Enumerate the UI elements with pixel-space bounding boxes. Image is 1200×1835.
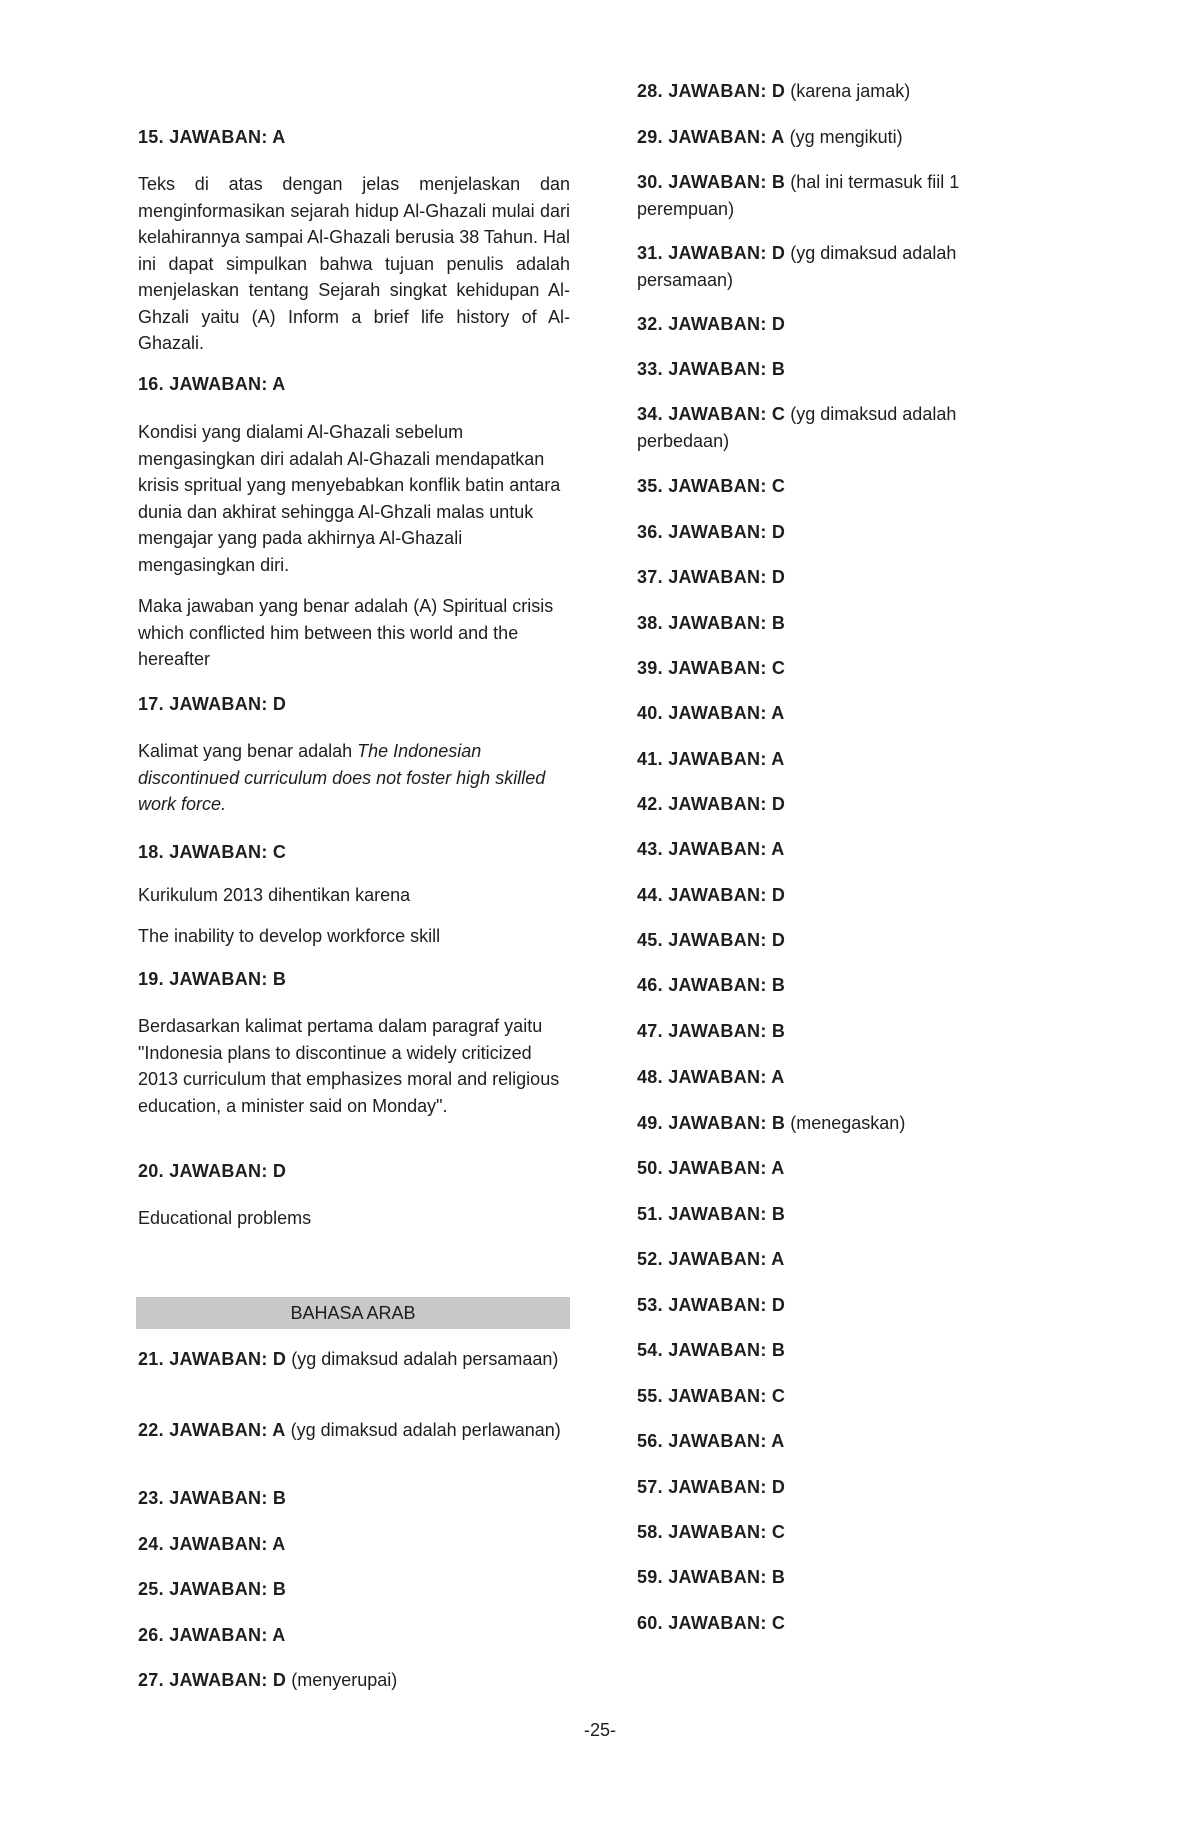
answer-note: (yg dimaksud adalah persamaan) <box>637 243 957 290</box>
answer-label: 59. JAWABAN: B <box>637 1567 786 1587</box>
answer-label: 28. JAWABAN: D <box>637 81 786 101</box>
answer-label: 18. JAWABAN: C <box>138 842 287 862</box>
answer-label: 44. JAWABAN: D <box>637 885 786 905</box>
answer-label: 43. JAWABAN: A <box>637 839 785 859</box>
right-answer <box>637 791 1037 818</box>
answer-label: 26. JAWABAN: A <box>138 1625 286 1645</box>
answer-label: 37. JAWABAN: D <box>637 567 786 587</box>
answer-label: 31. JAWABAN: D <box>637 243 786 263</box>
left-answer <box>138 1622 570 1649</box>
left-answer <box>138 1417 570 1444</box>
answer-label: 53. JAWABAN: D <box>637 1295 786 1315</box>
paragraph-italic-text: The Indonesian discontinued curriculum does not foster high skilled work force. <box>138 741 546 814</box>
answer-note: (yg dimaksud adalah perbedaan) <box>637 404 957 451</box>
answer-label: 25. JAWABAN: B <box>138 1579 287 1599</box>
answer-label: 35. JAWABAN: C <box>637 476 786 496</box>
paragraph-text: Kondisi yang dialami Al-Ghazali sebelum mengasingkan diri adalah Al-Ghazali mendapatkan krisis spritual yang menyebabkan konflik batin antara dunia dan akhirat sehingga Al-Ghzali malas untuk mengajar yang pada akhirnya Al-Ghazali mengasingkan diri. <box>138 422 561 575</box>
left-answer <box>138 1531 570 1558</box>
answer-label: 45. JAWABAN: D <box>637 930 786 950</box>
right-answer <box>637 1110 1037 1137</box>
answer-note: (menyerupai) <box>291 1670 398 1690</box>
right-answer <box>637 1246 1037 1273</box>
answer-label: 48. JAWABAN: A <box>637 1067 785 1087</box>
right-answer <box>637 401 1037 454</box>
answer-label: 38. JAWABAN: B <box>637 613 786 633</box>
answer-label: 40. JAWABAN: A <box>637 703 785 723</box>
right-answer <box>637 1201 1037 1228</box>
right-answer <box>637 1018 1037 1045</box>
explanation-paragraph <box>138 882 570 909</box>
right-answer <box>637 1519 1037 1546</box>
right-answer <box>637 240 1037 293</box>
right-answer <box>637 610 1037 637</box>
answer-label: 56. JAWABAN: A <box>637 1431 785 1451</box>
right-answer <box>637 1064 1037 1091</box>
paragraph-text: The inability to develop workforce skill <box>138 926 441 946</box>
answer-label: 19. JAWABAN: B <box>138 969 287 989</box>
left-answer <box>138 691 570 718</box>
answer-label: 29. JAWABAN: A <box>637 127 785 147</box>
right-answer <box>637 972 1037 999</box>
paragraph-text: Kurikulum 2013 dihentikan karena <box>138 885 411 905</box>
answer-label: 27. JAWABAN: D <box>138 1670 287 1690</box>
left-answer <box>138 124 570 151</box>
answer-label: 22. JAWABAN: A <box>138 1420 286 1440</box>
answer-label: 23. JAWABAN: B <box>138 1488 287 1508</box>
left-answer <box>138 1667 570 1694</box>
left-answer <box>138 1158 570 1185</box>
right-answer <box>637 655 1037 682</box>
left-answer <box>138 966 570 993</box>
answer-label: 49. JAWABAN: B <box>637 1113 786 1133</box>
right-answer <box>637 1383 1037 1410</box>
page-number: -25- <box>583 1720 616 1740</box>
left-answer <box>138 1485 570 1512</box>
answer-label: 57. JAWABAN: D <box>637 1477 786 1497</box>
right-answer <box>637 700 1037 727</box>
right-answer <box>637 169 1037 222</box>
answer-note: (menegaskan) <box>790 1113 906 1133</box>
paragraph-text: Berdasarkan kalimat pertama dalam paragraf yaitu "Indonesia plans to discontinue a widely criticized 2013 curriculum that emphasizes moral and religious education, a minister said on Monday". <box>138 1016 560 1116</box>
right-answer <box>637 78 1037 105</box>
left-answer <box>138 371 570 398</box>
right-answer <box>637 1292 1037 1319</box>
right-answer <box>637 1337 1037 1364</box>
explanation-paragraph <box>138 593 570 673</box>
answer-note: (yg mengikuti) <box>789 127 903 147</box>
right-answer <box>637 519 1037 546</box>
answer-label: 52. JAWABAN: A <box>637 1249 785 1269</box>
answer-label: 15. JAWABAN: A <box>138 127 286 147</box>
answer-label: 36. JAWABAN: D <box>637 522 786 542</box>
right-answer <box>637 1428 1037 1455</box>
answer-label: 50. JAWABAN: A <box>637 1158 785 1178</box>
answer-label: 34. JAWABAN: C <box>637 404 786 424</box>
explanation-paragraph <box>138 419 570 578</box>
right-answer <box>637 1610 1037 1637</box>
paragraph-text: Maka jawaban yang benar adalah (A) Spiritual crisis which conflicted him between this world and the hereafter <box>138 596 554 669</box>
right-answer <box>637 1564 1037 1591</box>
answer-label: 20. JAWABAN: D <box>138 1161 287 1181</box>
answer-label: 60. JAWABAN: C <box>637 1613 786 1633</box>
explanation-paragraph <box>138 1013 570 1119</box>
right-answer <box>637 882 1037 909</box>
explanation-paragraph <box>138 171 570 357</box>
answer-note: (hal ini termasuk fiil 1 perempuan) <box>637 172 960 219</box>
right-answer <box>637 356 1037 383</box>
right-answer <box>637 473 1037 500</box>
answer-label: 33. JAWABAN: B <box>637 359 786 379</box>
answer-note: (yg dimaksud adalah persamaan) <box>291 1349 559 1369</box>
answer-label: 32. JAWABAN: D <box>637 314 786 334</box>
right-answer <box>637 124 1037 151</box>
explanation-paragraph <box>138 923 570 950</box>
right-answer <box>637 564 1037 591</box>
right-answer <box>637 1474 1037 1501</box>
paragraph-text: Teks di atas dengan jelas menjelaskan dan menginformasikan sejarah hidup Al-Ghazali mulai dari kelahirannya sampai Al-Ghazali berusia 38 Tahun. Hal ini dapat simpulkan bahwa tujuan penulis adalah menjelaskan tentang Sejarah singkat kehidupan Al-Ghzali yaitu (A) Inform a brief life history of Al-Ghazali. <box>138 174 570 353</box>
right-answer <box>637 927 1037 954</box>
right-answer <box>637 746 1037 773</box>
section-band-bahasa-arab: BAHASA ARAB <box>136 1297 570 1329</box>
left-answer <box>138 1346 570 1373</box>
right-answer <box>637 311 1037 338</box>
explanation-paragraph <box>138 1205 570 1232</box>
left-answer <box>138 839 570 866</box>
explanation-paragraph <box>138 738 570 818</box>
answer-label: 58. JAWABAN: C <box>637 1522 786 1542</box>
answer-label: 41. JAWABAN: A <box>637 749 785 769</box>
answer-note: (karena jamak) <box>790 81 911 101</box>
paragraph-text: Kalimat yang benar adalah <box>138 741 358 761</box>
answer-label: 16. JAWABAN: A <box>138 374 286 394</box>
answer-label: 21. JAWABAN: D <box>138 1349 287 1369</box>
answer-note: (yg dimaksud adalah perlawanan) <box>290 1420 561 1440</box>
answer-label: 55. JAWABAN: C <box>637 1386 786 1406</box>
answer-label: 24. JAWABAN: A <box>138 1534 286 1554</box>
answer-label: 42. JAWABAN: D <box>637 794 786 814</box>
left-answer <box>138 1576 570 1603</box>
answer-label: 39. JAWABAN: C <box>637 658 786 678</box>
answer-label: 47. JAWABAN: B <box>637 1021 786 1041</box>
answer-label: 30. JAWABAN: B <box>637 172 786 192</box>
answer-label: 51. JAWABAN: B <box>637 1204 786 1224</box>
right-answer <box>637 836 1037 863</box>
right-answer <box>637 1155 1037 1182</box>
answer-label: 54. JAWABAN: B <box>637 1340 786 1360</box>
answer-label: 17. JAWABAN: D <box>138 694 287 714</box>
answer-label: 46. JAWABAN: B <box>637 975 786 995</box>
paragraph-text: Educational problems <box>138 1208 312 1228</box>
